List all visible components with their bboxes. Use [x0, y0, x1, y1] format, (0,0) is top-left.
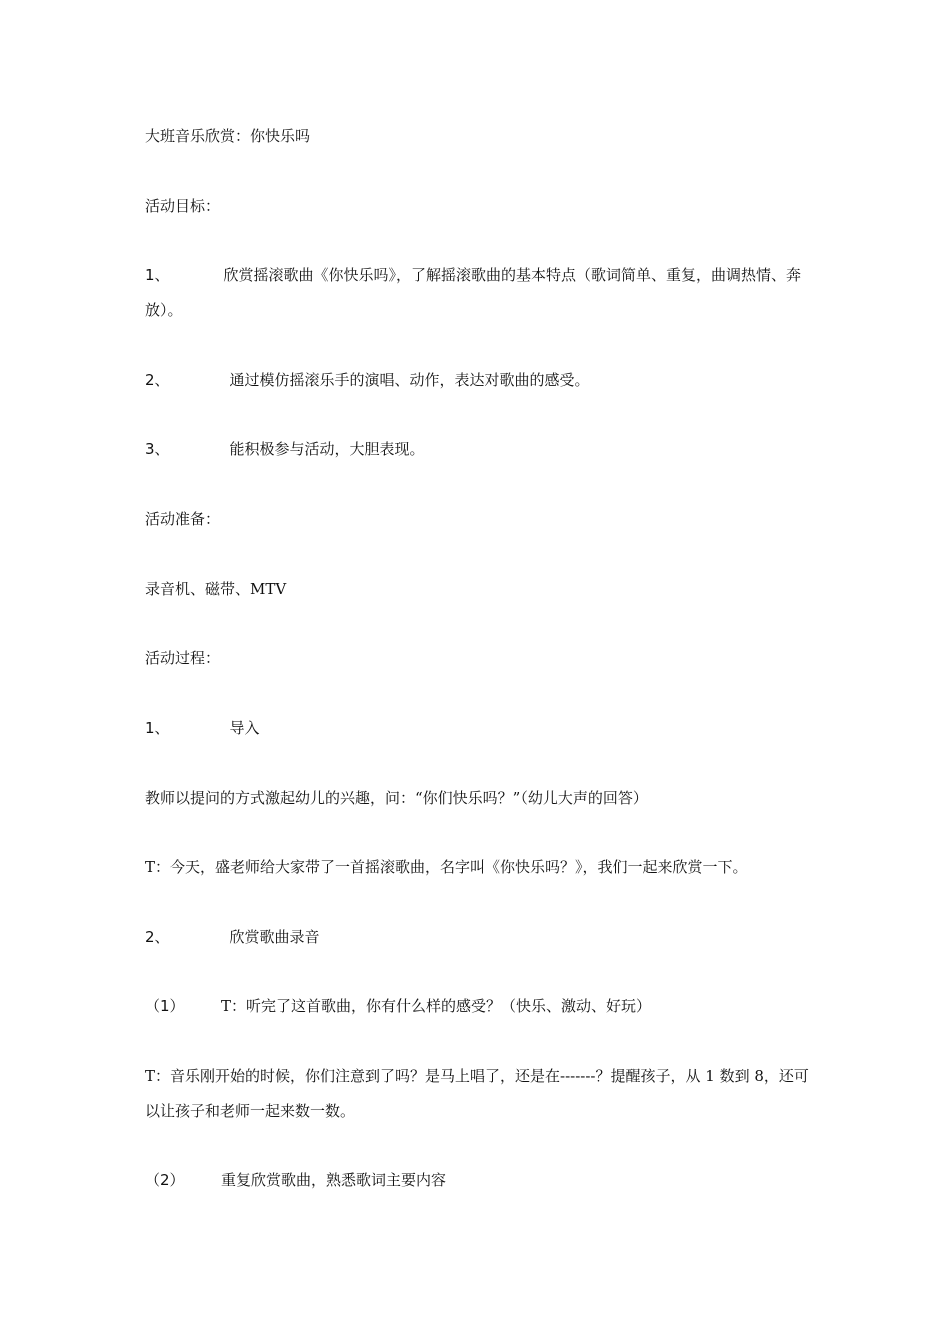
sub-number: （1） — [145, 997, 185, 1015]
sub-item-1 — [145, 989, 815, 1024]
prep-heading: 活动准备： — [145, 510, 221, 528]
step-1-paragraph-1: 教师以提问的方式激起幼儿的兴趣，问：“你们快乐吗？”（幼儿大声的回答） — [145, 789, 648, 807]
goal-text: 通过模仿摇滚乐手的演唱、动作，表达对歌曲的感受。 — [229, 371, 590, 389]
step-2 — [145, 920, 815, 955]
step-number: 2、 — [145, 928, 170, 946]
goal-number: 2、 — [145, 371, 170, 389]
prep-text: 录音机、磁带、MTV — [145, 580, 287, 598]
sub-item-2 — [145, 1163, 815, 1198]
step-number: 1、 — [145, 719, 170, 737]
process-heading: 活动过程： — [145, 649, 221, 667]
goal-text: 欣赏摇滚歌曲《你快乐吗》，了解摇滚歌曲的基本特点（歌词简单、重复，曲调热情、奔放）。 — [145, 266, 802, 319]
goal-number: 3、 — [145, 440, 170, 458]
sub-text: 重复欣赏歌曲，熟悉歌词主要内容 — [221, 1171, 447, 1189]
goal-item-2 — [145, 363, 815, 398]
sub-item-1-paragraph: T：音乐刚开始的时候，你们注意到了吗？是马上唱了，还是在-------？提醒孩子，从 1 数到 8，还可以让孩子和老师一起来数一数。 — [145, 1067, 809, 1120]
goal-item-3 — [145, 432, 815, 467]
step-1-paragraph-2: T：今天，盛老师给大家带了一首摇滚歌曲，名字叫《你快乐吗？》，我们一起来欣赏一下。 — [145, 858, 748, 876]
document-title: 大班音乐欣赏：你快乐吗 — [145, 127, 311, 145]
sub-number: （2） — [145, 1171, 185, 1189]
goal-text: 能积极参与活动，大胆表现。 — [229, 440, 425, 458]
step-1 — [145, 711, 815, 746]
sub-text: T：听完了这首歌曲，你有什么样的感受？（快乐、激动、好玩） — [221, 997, 652, 1015]
goal-number: 1、 — [145, 266, 170, 284]
step-text: 导入 — [229, 719, 260, 737]
goal-item-1 — [145, 258, 815, 328]
step-text: 欣赏歌曲录音 — [229, 928, 320, 946]
goals-heading: 活动目标： — [145, 197, 221, 215]
